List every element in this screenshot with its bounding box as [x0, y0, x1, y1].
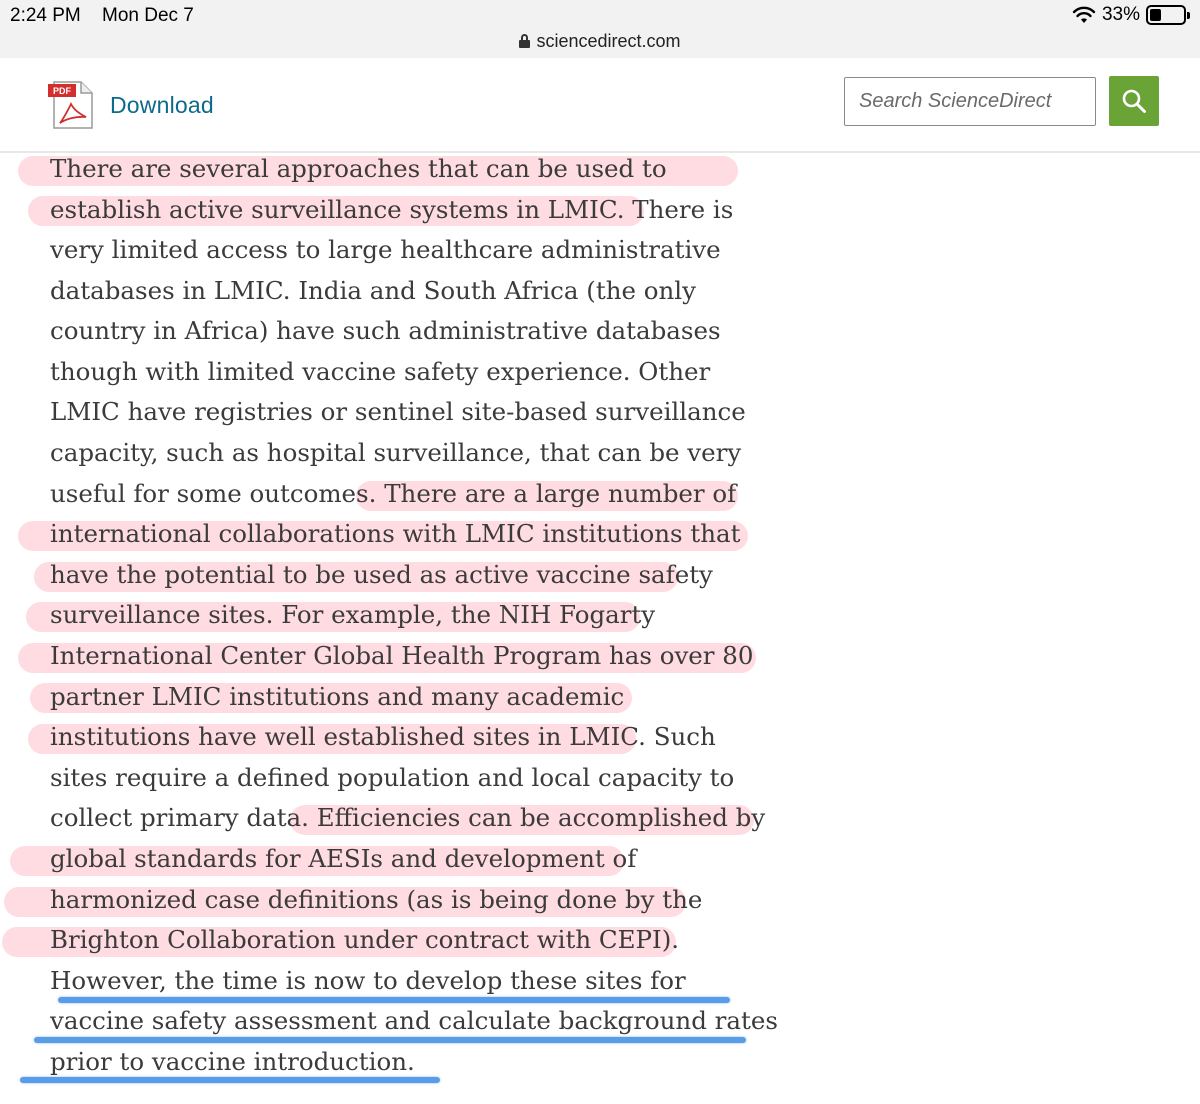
article-line: surveillance sites. For example, the NIH Fogarty [50, 600, 656, 629]
battery-percent: 33% [1101, 4, 1140, 25]
article-line: capacity, such as hospital surveillance, that can be very [50, 438, 742, 467]
download-label: Download [110, 91, 214, 118]
article-line: There are several approaches that can be used to [50, 154, 667, 183]
article-line: prior to vaccine introduction. [50, 1047, 415, 1076]
article-line: international collaborations with LMIC institutions that [50, 519, 741, 548]
article-line: LMIC have registries or sentinel site-based surveillance [50, 397, 746, 426]
url-text: sciencedirect.com [536, 31, 681, 51]
article-line: collect primary data. Efficiencies can be accomplished by [50, 803, 766, 832]
underline-mark [20, 1077, 440, 1083]
article-line: harmonized case definitions (as is being done by the [50, 885, 703, 914]
article-line: useful for some outcomes. There are a large number of [50, 479, 737, 508]
article-line: partner LMIC institutions and many academic [50, 682, 625, 711]
pdf-badge-text: PDF [53, 86, 71, 96]
article-line: International Center Global Health Program has over 80 [50, 641, 754, 670]
article-line: However, the time is now to develop these sites for [50, 966, 686, 995]
underline-mark [58, 997, 730, 1003]
article-line: country in Africa) have such administrative databases [50, 316, 721, 345]
article-line: institutions have well established sites in LMIC. Such [50, 722, 716, 751]
article-line: establish active surveillance systems in LMIC. There is [50, 195, 734, 224]
article-line: have the potential to be used as active vaccine safety [50, 560, 713, 589]
article-line: vaccine safety assessment and calculate background rates [50, 1006, 778, 1035]
status-date: Mon Dec 7 [102, 5, 194, 26]
article-line: databases in LMIC. India and South Africa (the only [50, 276, 696, 305]
article-line: global standards for AESIs and development of [50, 844, 637, 873]
status-time: 2:24 PM [10, 5, 81, 26]
article-line: very limited access to large healthcare administrative [50, 235, 721, 264]
article-line: Brighton Collaboration under contract with CEPI). [50, 925, 680, 954]
underline-mark [34, 1037, 746, 1043]
article-line: though with limited vaccine safety experience. Other [50, 357, 711, 386]
article-line: sites require a defined population and local capacity to [50, 763, 735, 792]
